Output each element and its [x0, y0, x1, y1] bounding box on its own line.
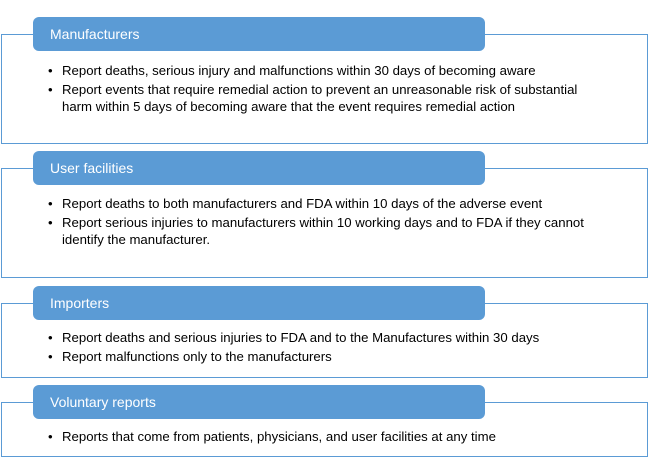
list-item: • Report deaths, serious injury and malfunctions within 30 days of becoming aware: [48, 62, 608, 79]
manufacturers-header: Manufacturers: [33, 17, 485, 51]
importers-header: Importers: [33, 286, 485, 320]
list-item: • Reports that come from patients, physicians, and user facilities at any time: [48, 428, 608, 445]
voluntary-reports-header: Voluntary reports: [33, 385, 485, 419]
list-item: • Report deaths to both manufacturers and FDA within 10 days of the adverse event: [48, 195, 608, 212]
list-item: • Report serious injuries to manufacturers within 10 working days and to FDA if they cannot identify the manufacturer.: [48, 214, 608, 248]
user-facilities-header: User facilities: [33, 151, 485, 185]
list-item: • Report deaths and serious injuries to FDA and to the Manufactures within 30 days: [48, 329, 608, 346]
list-item: • Report malfunctions only to the manufacturers: [48, 348, 608, 365]
voluntary-reports-list: [48, 428, 608, 447]
list-item: • Report events that require remedial action to prevent an unreasonable risk of substantial harm within 5 days of becoming aware that the event requires remedial action: [48, 81, 608, 115]
manufacturers-list: [48, 62, 608, 117]
user-facilities-list: [48, 195, 608, 250]
importers-list: [48, 329, 608, 367]
